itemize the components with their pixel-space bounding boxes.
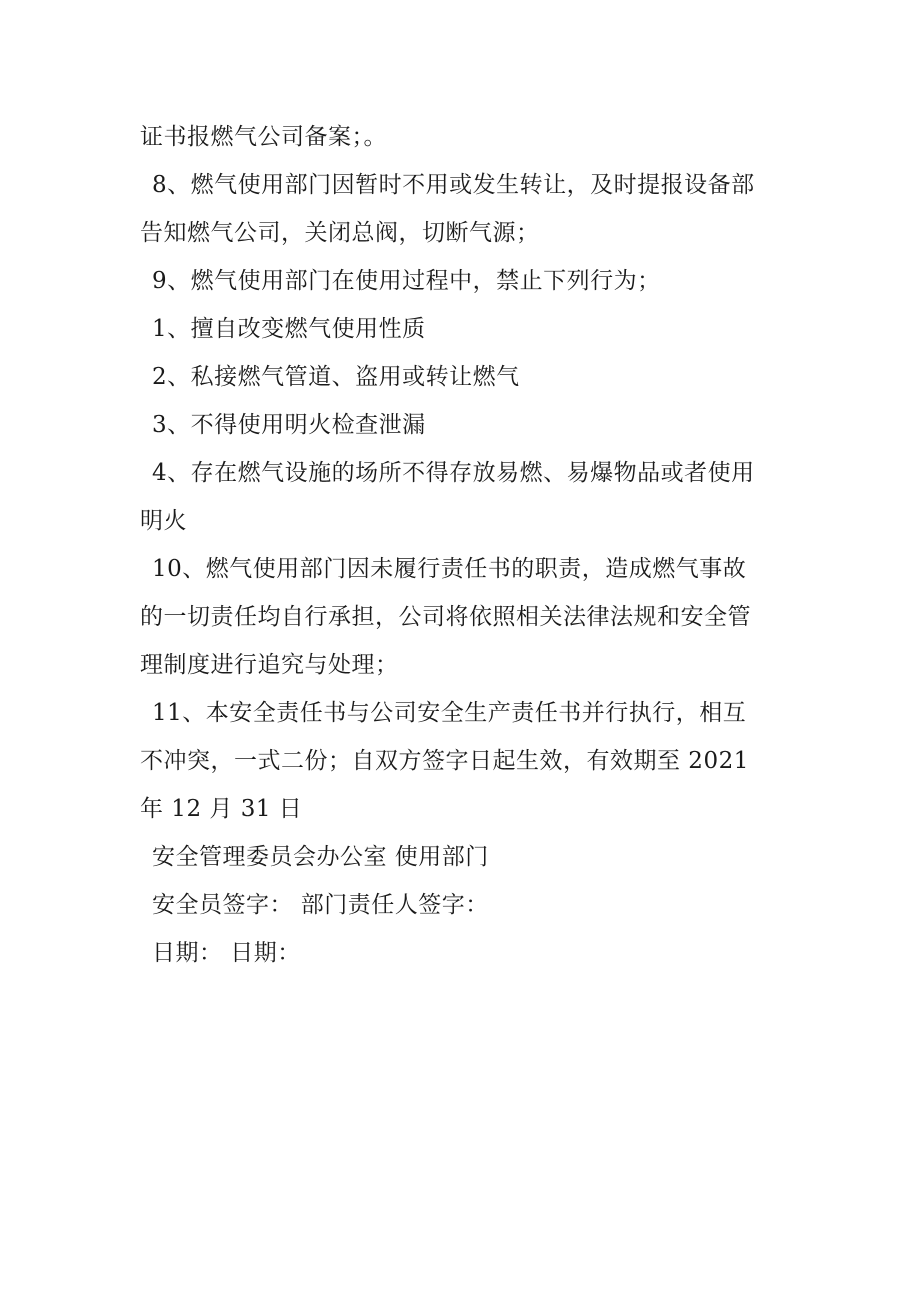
signature-departments: 安全管理委员会办公室 使用部门 xyxy=(152,844,489,870)
text-line-subitem-4: 4、存在燃气设施的场所不得存放易燃、易爆物品或者使用 xyxy=(152,460,755,486)
signature-fields: 安全员签字： 部门责任人签字： xyxy=(152,892,489,918)
text-line-subitem-1: 1、擅自改变燃气使用性质 xyxy=(152,316,426,342)
date-fields: 日期： 日期： xyxy=(152,940,301,966)
text-line-subitem-3: 3、不得使用明火检查泄漏 xyxy=(152,412,426,438)
text-line-1: 证书报燃气公司备案；。 xyxy=(140,124,387,150)
text-line-3: 告知燃气公司，关闭总阀，切断气源； xyxy=(140,220,540,246)
text-line-item-10: 10、燃气使用部门因未履行责任书的职责，造成燃气事故 xyxy=(152,556,747,582)
text-line-9: 明火 xyxy=(140,508,187,534)
text-line-item-11: 11、本安全责任书与公司安全生产责任书并行执行，相互 xyxy=(152,700,747,726)
text-line-subitem-2: 2、私接燃气管道、盗用或转让燃气 xyxy=(152,364,520,390)
text-line-item-9: 9、燃气使用部门在使用过程中，禁止下列行为； xyxy=(152,268,661,294)
text-line-14: 不冲突，一式二份；自双方签字日起生效，有效期至 2021 xyxy=(140,748,749,774)
text-line-12: 理制度进行追究与处理； xyxy=(140,652,399,678)
text-line-15: 年 12 月 31 日 xyxy=(140,796,303,822)
text-line-item-8: 8、燃气使用部门因暂时不用或发生转让，及时提报设备部 xyxy=(152,172,755,198)
text-line-11: 的一切责任均自行承担，公司将依照相关法律法规和安全管 xyxy=(140,604,751,630)
